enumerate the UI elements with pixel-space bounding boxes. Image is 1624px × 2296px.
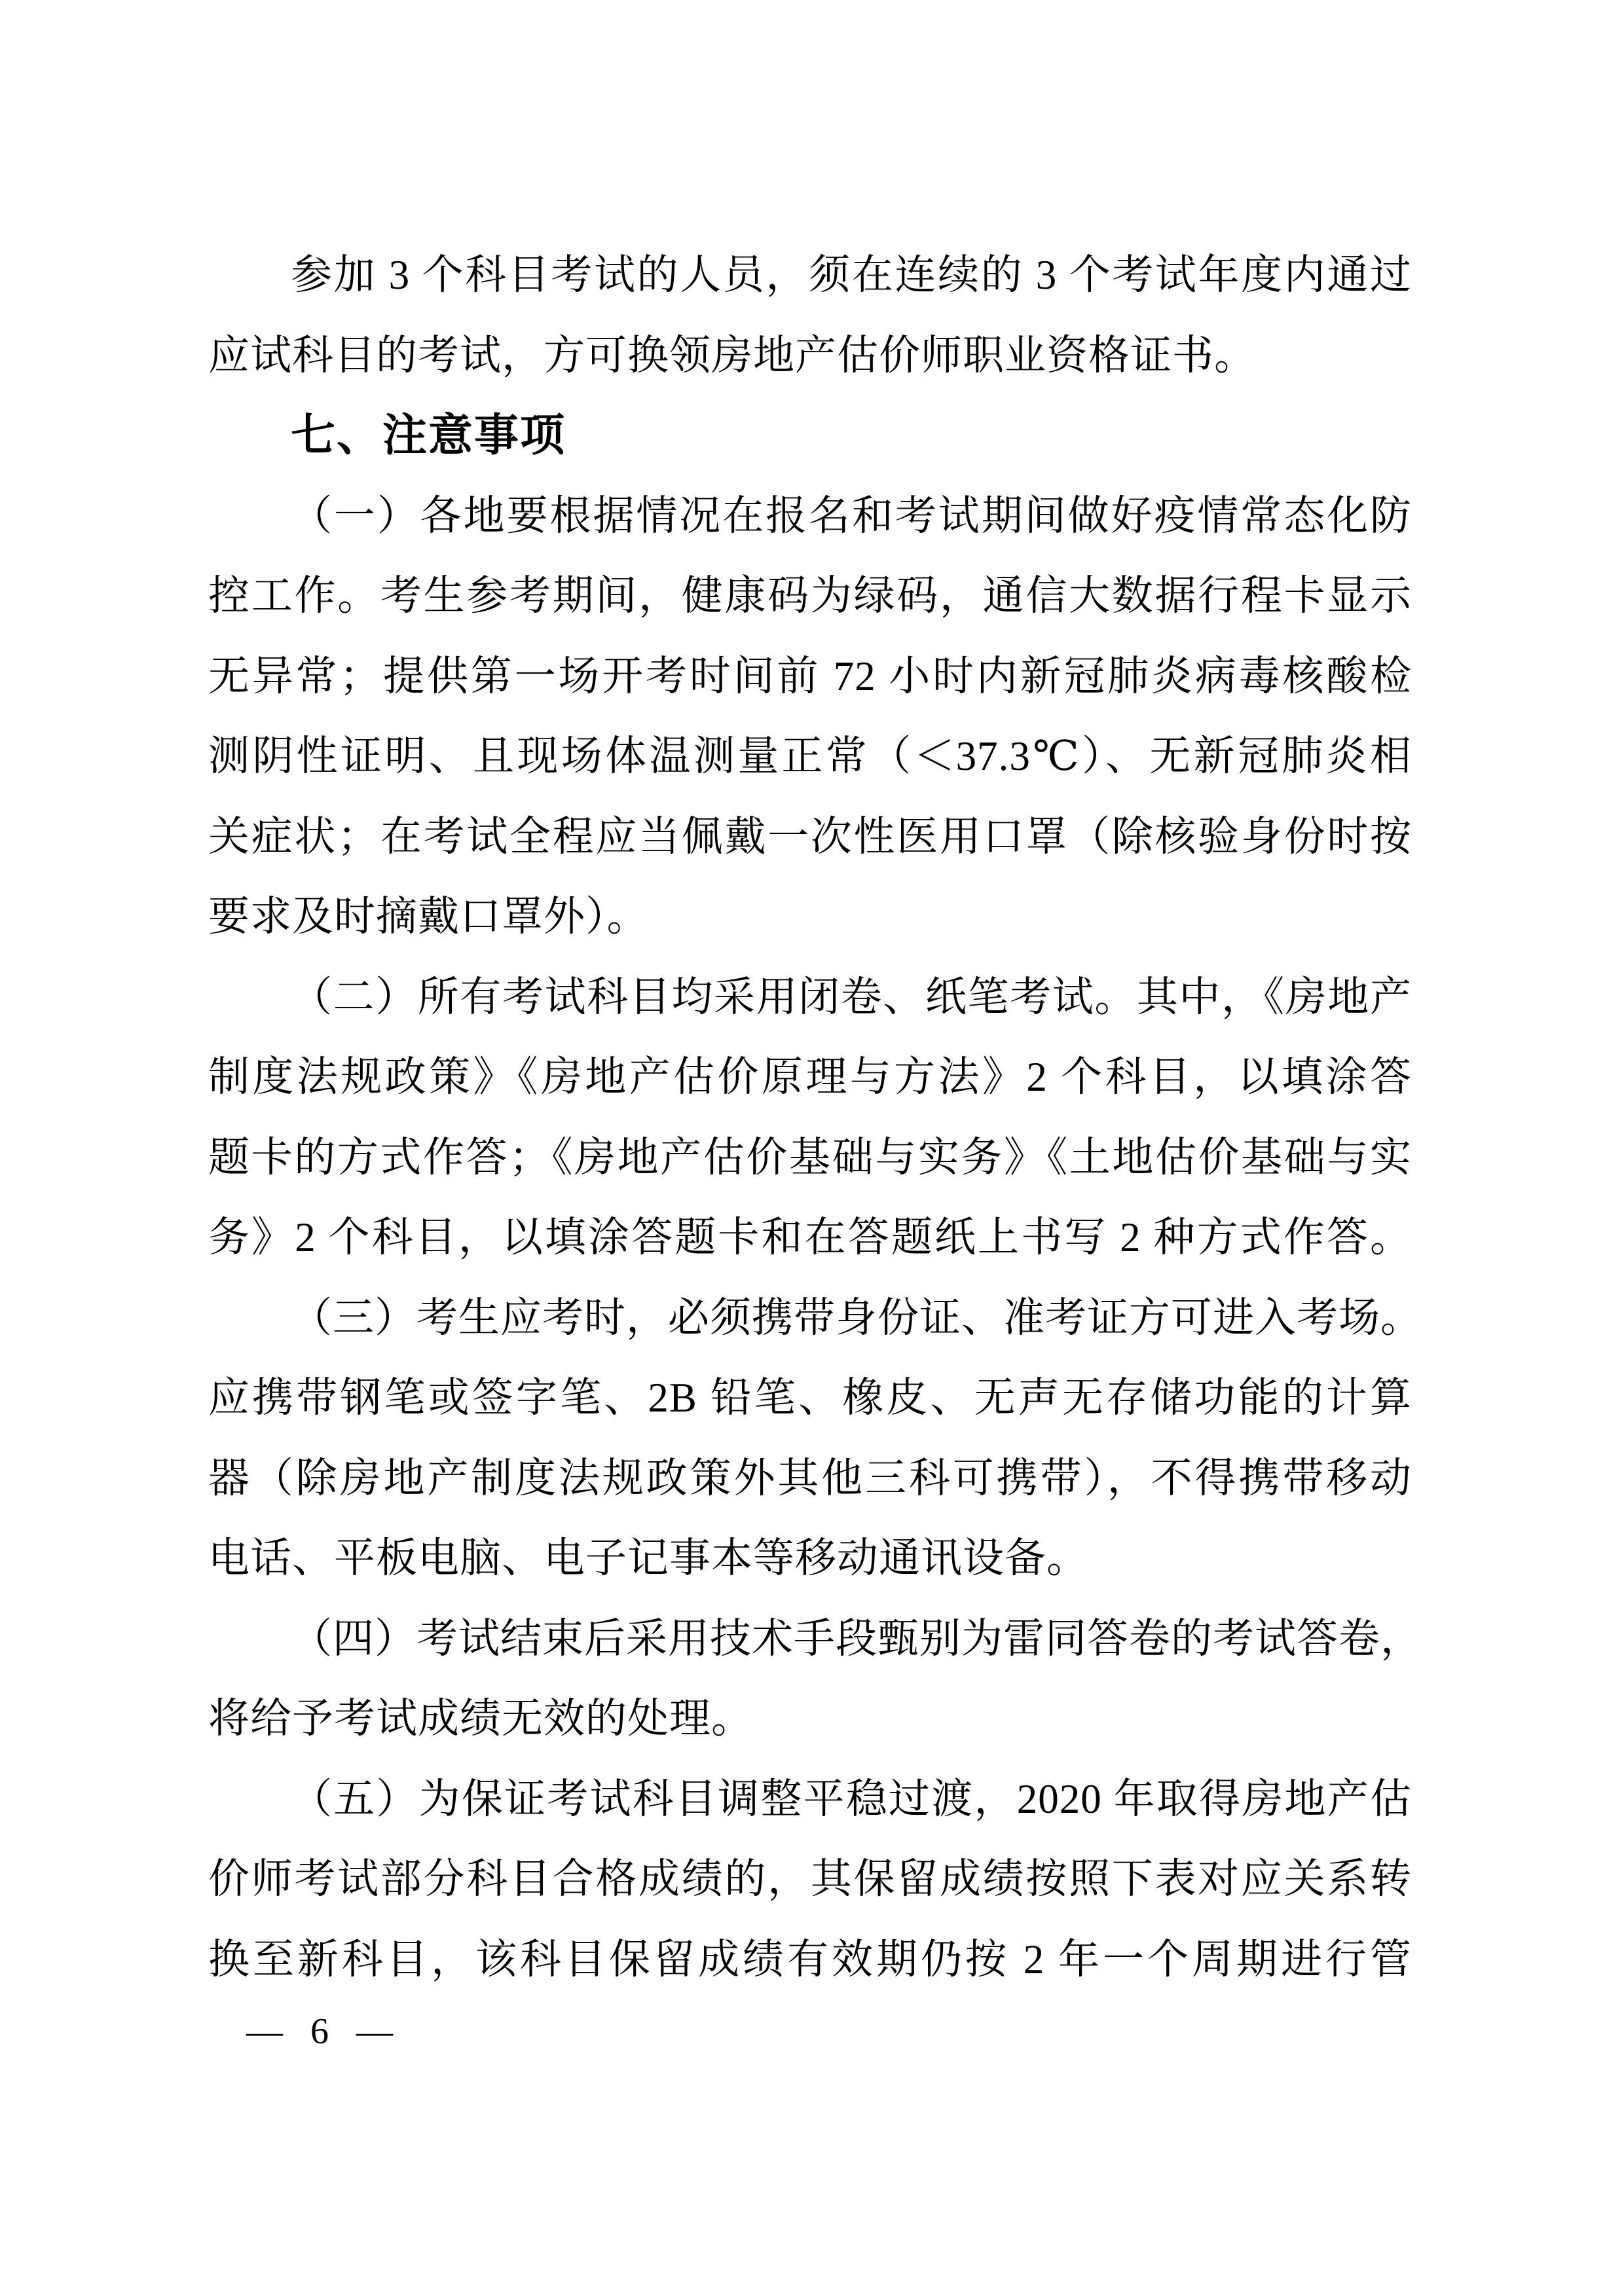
text-line: 控工作。考生参考期间，健康码为绿码，通信大数据行程卡显示 — [208, 573, 1412, 619]
text-line: 应携带钢笔或签字笔、2B 铅笔、橡皮、无声无存储功能的计算 — [208, 1375, 1412, 1421]
text-line: 参加 3 个科目考试的人员，须在连续的 3 个考试年度内通过 — [291, 252, 1412, 298]
text-line: （二）所有考试科目均采用闭卷、纸笔考试。其中，《房地产 — [291, 974, 1412, 1020]
page-number: — 6 — — [246, 2011, 402, 2052]
text-line: 测阴性证明、且现场体温测量正常（＜37.3℃）、无新冠肺炎相 — [208, 733, 1412, 779]
text-line: 无异常；提供第一场开考时间前 72 小时内新冠肺炎病毒核酸检 — [208, 653, 1412, 699]
text-line: 题卡的方式作答；《房地产估价基础与实务》《土地估价基础与实 — [208, 1134, 1412, 1180]
text-line: （四）考试结束后采用技术手段甄别为雷同答卷的考试答卷， — [291, 1615, 1422, 1662]
text-line: （三）考生应考时，必须携带身份证、准考证方可进入考场。 — [291, 1294, 1422, 1341]
section-heading: 七、注意事项 — [291, 410, 566, 460]
text-line: 电话、平板电脑、电子记事本等移动通讯设备。 — [208, 1535, 1088, 1581]
text-line: 器（除房地产制度法规政策外其他三科可携带），不得携带移动 — [208, 1455, 1412, 1501]
text-line: 换至新科目，该科目保留成绩有效期仍按 2 年一个周期进行管 — [208, 1936, 1412, 1982]
text-line: 将给予考试成绩无效的处理。 — [208, 1696, 753, 1741]
text-line: （五）为保证考试科目调整平稳过渡，2020 年取得房地产估 — [291, 1776, 1412, 1822]
text-line: 要求及时摘戴口罩外）。 — [208, 894, 649, 939]
text-line: 务》2 个科目，以填涂答题卡和在答题纸上书写 2 种方式作答。 — [208, 1214, 1412, 1260]
document-body — [208, 235, 1422, 1999]
text-line: 应试科目的考试，方可换领房地产估价师职业资格证书。 — [208, 332, 1256, 378]
text-line: 关症状；在考试全程应当佩戴一次性医用口罩（除核验身份时按 — [208, 813, 1412, 860]
text-line: 制度法规政策》《房地产估价原理与方法》2 个科目，以填涂答 — [208, 1054, 1412, 1100]
text-line: 价师考试部分科目合格成绩的，其保留成绩按照下表对应关系转 — [208, 1856, 1412, 1902]
text-line: （一）各地要根据情况在报名和考试期间做好疫情常态化防 — [291, 492, 1412, 539]
